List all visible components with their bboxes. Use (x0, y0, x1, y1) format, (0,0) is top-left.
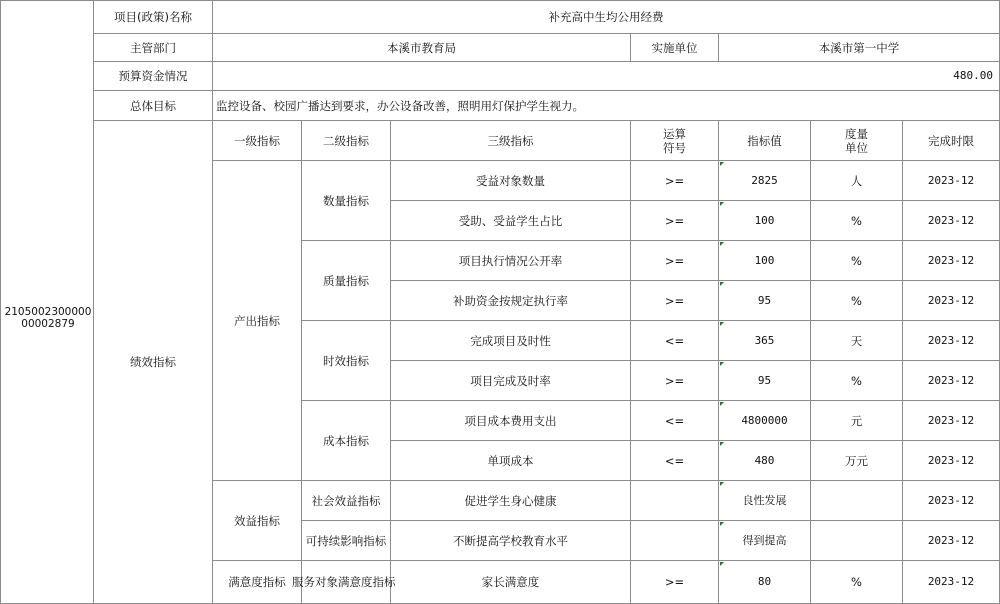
group-output[interactable] (213, 161, 302, 481)
group-quantity-text: 数量指标 (323, 193, 369, 208)
row-8-value-cell[interactable] (719, 441, 811, 481)
group-sustain-text: 可持续影响指标 (305, 533, 387, 548)
header-level1[interactable] (213, 121, 302, 161)
row-11-deadline: 2023-12 (927, 575, 975, 588)
row-5-op: <= (664, 333, 685, 348)
row-1-value-cell[interactable] (719, 161, 811, 201)
performance-label-cell[interactable] (94, 121, 213, 604)
row-2-value-cell[interactable] (719, 201, 811, 241)
row-10-op-cell[interactable] (631, 521, 719, 561)
row-8-indicator: 单项成本 (487, 453, 534, 468)
header-operator[interactable] (631, 121, 719, 161)
group-quality-text: 质量指标 (323, 273, 369, 288)
row-10-indicator-cell[interactable] (391, 521, 631, 561)
row-11-unit-cell[interactable] (811, 561, 903, 604)
row-2-op-cell[interactable] (631, 201, 719, 241)
row-1-indicator: 受益对象数量 (476, 173, 545, 188)
row-2-value: 100 (754, 213, 775, 227)
budget-value-cell[interactable] (213, 62, 1000, 91)
header-level1-text: 一级指标 (234, 133, 280, 148)
row-6-deadline: 2023-12 (927, 373, 975, 387)
row-6-value-cell[interactable] (719, 361, 811, 401)
row-2-deadline-cell[interactable] (903, 201, 1000, 241)
row-6-deadline-cell[interactable] (903, 361, 1000, 401)
row-5-indicator-cell[interactable] (391, 321, 631, 361)
project-name-label-cell[interactable] (94, 0, 213, 34)
header-unit[interactable] (811, 121, 903, 161)
row-4-indicator-cell[interactable] (391, 281, 631, 321)
row-3-indicator-cell[interactable] (391, 241, 631, 281)
group-benefit[interactable] (213, 481, 302, 561)
impl-label-cell[interactable] (631, 34, 719, 62)
row-8-op: <= (664, 453, 685, 468)
row-5-value-cell[interactable] (719, 321, 811, 361)
group-service[interactable] (292, 561, 396, 604)
row-5-value: 365 (754, 333, 775, 347)
row-7-value-cell[interactable] (719, 401, 811, 441)
row-4-deadline: 2023-12 (927, 293, 975, 307)
row-11-value-cell[interactable] (719, 561, 811, 604)
row-2-op: >= (664, 213, 685, 228)
row-8-unit: 万元 (845, 453, 868, 468)
row-2-indicator: 受助、受益学生占比 (458, 213, 563, 228)
group-cost-text: 成本指标 (323, 433, 369, 448)
header-deadline[interactable] (903, 121, 1000, 161)
row-7-unit: 元 (850, 413, 863, 428)
row-2-indicator-cell[interactable] (391, 201, 631, 241)
row-3-indicator: 项目执行情况公开率 (458, 253, 563, 268)
row-4-op: >= (664, 293, 685, 308)
row-7-value: 4800000 (741, 413, 788, 427)
dept-value: 本溪市教育局 (387, 40, 456, 55)
impl-value-cell[interactable] (719, 34, 1000, 62)
row-8-indicator-cell[interactable] (391, 441, 631, 481)
row-2-unit: % (851, 213, 862, 228)
row-3-value-cell[interactable] (719, 241, 811, 281)
row-8-unit-cell[interactable] (811, 441, 903, 481)
header-deadline-text: 完成时限 (928, 133, 974, 148)
group-quantity[interactable] (302, 161, 391, 241)
row-10-value: 得到提高 (742, 533, 787, 547)
group-service-text: 服务对象满意度指标 (292, 575, 396, 589)
row-7-unit-cell[interactable] (811, 401, 903, 441)
row-9-indicator-cell[interactable] (391, 481, 631, 521)
budget-label: 预算资金情况 (118, 69, 188, 83)
project-name-value: 补充高中生均公用经费 (548, 9, 664, 24)
dept-value-cell[interactable] (213, 34, 631, 62)
row-3-unit-cell[interactable] (811, 241, 903, 281)
row-10-deadline-cell[interactable] (903, 521, 1000, 561)
impl-label: 实施单位 (651, 40, 698, 55)
row-7-deadline: 2023-12 (927, 413, 975, 427)
project-name-value-cell[interactable] (213, 0, 1000, 34)
goal-label: 总体目标 (130, 98, 176, 113)
row-6-unit: % (851, 373, 862, 388)
row-1-unit-cell[interactable] (811, 161, 903, 201)
header-level3[interactable] (391, 121, 631, 161)
row-3-unit: % (851, 253, 862, 268)
row-11-indicator-cell[interactable] (391, 561, 631, 604)
row-9-deadline-cell[interactable] (903, 481, 1000, 521)
row-11-op: >= (664, 575, 685, 589)
row-6-indicator-cell[interactable] (391, 361, 631, 401)
group-cost[interactable] (302, 401, 391, 481)
project-code-cell[interactable] (0, 0, 94, 604)
row-7-deadline-cell[interactable] (903, 401, 1000, 441)
row-9-unit-cell[interactable] (811, 481, 903, 521)
group-sustain[interactable] (302, 521, 391, 561)
row-5-deadline-cell[interactable] (903, 321, 1000, 361)
row-1-deadline-cell[interactable] (903, 161, 1000, 201)
row-6-op: >= (664, 373, 685, 388)
group-satisfaction-text: 满意度指标 (228, 575, 286, 589)
row-6-op-cell[interactable] (631, 361, 719, 401)
row-4-op-cell[interactable] (631, 281, 719, 321)
row-5-unit: 天 (850, 333, 863, 348)
row-8-deadline: 2023-12 (927, 453, 975, 467)
row-9-value-cell[interactable] (719, 481, 811, 521)
row-4-value-cell[interactable] (719, 281, 811, 321)
row-4-unit: % (851, 293, 862, 308)
row-4-value: 95 (757, 293, 772, 307)
header-level2[interactable] (302, 121, 391, 161)
goal-value-cell[interactable] (213, 91, 1000, 121)
row-7-indicator: 项目成本费用支出 (464, 413, 557, 428)
row-3-op: >= (664, 253, 685, 268)
group-benefit-text: 效益指标 (234, 513, 280, 528)
row-2-deadline: 2023-12 (927, 213, 975, 227)
row-7-op-cell[interactable] (631, 401, 719, 441)
header-level2-text: 二级指标 (323, 133, 369, 148)
goal-label-cell[interactable] (94, 91, 213, 121)
header-unit-text: 度量 单位 (845, 126, 868, 155)
header-value[interactable] (719, 121, 811, 161)
row-10-unit-cell[interactable] (811, 521, 903, 561)
row-11-deadline-cell[interactable] (903, 561, 1000, 604)
row-8-value: 480 (754, 453, 775, 467)
row-3-op-cell[interactable] (631, 241, 719, 281)
group-social[interactable] (302, 481, 391, 521)
dept-label: 主管部门 (130, 40, 176, 55)
row-4-indicator: 补助资金按规定执行率 (453, 293, 568, 308)
row-9-value: 良性发展 (742, 493, 787, 507)
row-3-deadline-cell[interactable] (903, 241, 1000, 281)
row-6-value: 95 (757, 373, 772, 387)
group-quality[interactable] (302, 241, 391, 321)
row-8-op-cell[interactable] (631, 441, 719, 481)
row-1-indicator-cell[interactable] (391, 161, 631, 201)
group-timeliness[interactable] (302, 321, 391, 401)
row-9-indicator: 促进学生身心健康 (464, 493, 557, 508)
row-7-indicator-cell[interactable] (391, 401, 631, 441)
row-10-indicator: 不断提高学校教育水平 (453, 533, 568, 548)
header-operator-text: 运算 符号 (663, 126, 686, 155)
performance-label: 绩效指标 (130, 355, 176, 369)
row-5-unit-cell[interactable] (811, 321, 903, 361)
project-name-label: 项目(政策)名称 (114, 9, 192, 24)
row-11-value: 80 (757, 575, 772, 588)
row-3-deadline: 2023-12 (927, 253, 975, 267)
row-1-unit: 人 (850, 173, 863, 188)
budget-label-cell[interactable] (94, 62, 213, 91)
row-11-unit: % (851, 575, 862, 589)
row-2-unit-cell[interactable] (811, 201, 903, 241)
row-1-op-cell[interactable] (631, 161, 719, 201)
group-social-text: 社会效益指标 (311, 493, 381, 508)
row-10-value-cell[interactable] (719, 521, 811, 561)
impl-value: 本溪市第一中学 (818, 40, 900, 55)
row-7-op: <= (664, 413, 685, 428)
row-9-deadline: 2023-12 (927, 493, 975, 507)
dept-label-cell[interactable] (94, 34, 213, 62)
budget-value: 480.00 (953, 69, 993, 82)
group-output-text: 产出指标 (234, 313, 280, 328)
header-value-text: 指标值 (747, 133, 782, 148)
row-4-deadline-cell[interactable] (903, 281, 1000, 321)
row-10-deadline: 2023-12 (927, 533, 975, 547)
row-6-indicator: 项目完成及时率 (470, 373, 551, 388)
header-level3-text: 三级指标 (487, 133, 534, 148)
row-5-deadline: 2023-12 (927, 333, 975, 347)
row-1-op: >= (664, 173, 685, 188)
row-5-indicator: 完成项目及时性 (470, 333, 551, 348)
row-11-indicator: 家长满意度 (481, 575, 540, 589)
row-4-unit-cell[interactable] (811, 281, 903, 321)
row-6-unit-cell[interactable] (811, 361, 903, 401)
row-5-op-cell[interactable] (631, 321, 719, 361)
row-3-value: 100 (754, 253, 775, 267)
row-11-op-cell[interactable] (631, 561, 719, 604)
goal-value: 监控设备、校园广播达到要求，办公设备改善，照明用灯保护学生视力。 (216, 98, 584, 113)
project-code: 210500230000000002879 (4, 306, 92, 330)
group-timeliness-text: 时效指标 (323, 353, 369, 368)
group-satisfaction[interactable] (213, 561, 302, 604)
row-1-deadline: 2023-12 (927, 173, 975, 187)
row-9-op-cell[interactable] (631, 481, 719, 521)
row-8-deadline-cell[interactable] (903, 441, 1000, 481)
row-1-value: 2825 (751, 173, 778, 187)
